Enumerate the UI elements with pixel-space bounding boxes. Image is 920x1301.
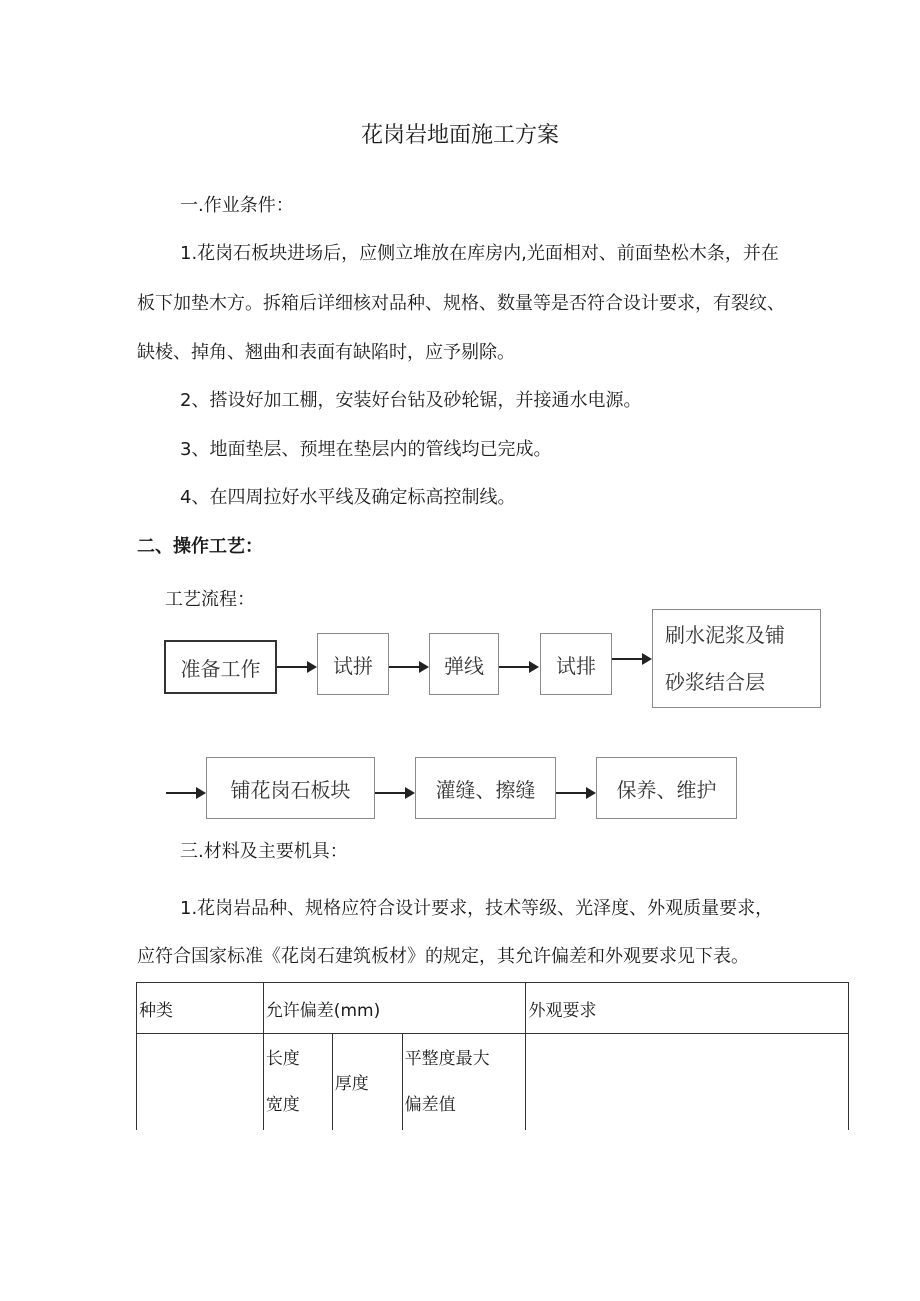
col-tolerance-header: 允许偏差(mm) [263, 983, 526, 1034]
flow-arrow [499, 666, 537, 668]
sub-flatness-line2: 偏差值 [404, 1094, 456, 1115]
flow-step-snap-line: 弹线 [429, 633, 499, 695]
page-title: 花岗岩地面施工方案 [360, 123, 559, 148]
section2-heading: 二、操作工艺： [137, 536, 263, 557]
section1-heading: 一.作业条件： [180, 195, 294, 216]
flow-arrow [556, 792, 594, 794]
flow-arrow [277, 666, 315, 668]
flow-arrow [375, 792, 413, 794]
sub-length-width [263, 1034, 332, 1130]
sub-length-line: 长度 [265, 1048, 300, 1069]
flow-arrow [612, 658, 650, 660]
flow-arrow [389, 666, 427, 668]
table-cell [526, 1034, 849, 1130]
flow-step-trial-fit: 试拼 [317, 633, 389, 695]
tolerance-table [136, 982, 849, 1130]
table-header-row [137, 983, 849, 1034]
col-type-header: 种类 [137, 983, 264, 1034]
item1-line1: 1.花岗石板块进场后，应侧立堆放在库房内,光面相对、前面垫松木条，并在 [180, 243, 779, 264]
item3: 3、地面垫层、预埋在垫层内的管线均已完成。 [180, 439, 552, 460]
col-appearance-header: 外观要求 [526, 983, 849, 1034]
flow-step-prepare: 准备工作 [164, 640, 277, 694]
item1-line3: 缺棱、掉角、翘曲和表面有缺陷时，应予剔除。 [137, 342, 515, 363]
sub-width-line: 宽度 [265, 1094, 300, 1115]
flow-step-maintain: 保养、维护 [596, 757, 737, 819]
sub-flatness [402, 1034, 526, 1130]
section3-heading: 三.材料及主要机具： [180, 841, 348, 862]
table-cell [137, 1034, 264, 1130]
materials-item1-line1: 1.花岗岩品种、规格应符合设计要求，技术等级、光泽度、外观质量要求， [180, 898, 774, 919]
sub-thickness: 厚度 [332, 1034, 402, 1130]
flow-step-grout: 灌缝、擦缝 [415, 757, 556, 819]
flow-step-mortar-bed [652, 609, 821, 708]
item2: 2、搭设好加工棚，安装好台钻及砂轮锯，并接通水电源。 [180, 390, 642, 411]
flow-label: 工艺流程： [165, 589, 255, 610]
flow-step-mortar-bed-line1: 刷水泥浆及铺 [665, 622, 785, 647]
materials-item1-line2: 应符合国家标准《花岗石建筑板材》的规定，其允许偏差和外观要求见下表。 [137, 946, 749, 967]
flow-step-trial-layout: 试排 [540, 633, 612, 695]
item4: 4、在四周拉好水平线及确定标高控制线。 [180, 487, 516, 508]
table-subheader-row [137, 1034, 849, 1130]
flow-step-lay-granite: 铺花岗石板块 [206, 757, 375, 819]
sub-flatness-line1: 平整度最大 [404, 1048, 490, 1069]
flow-step-mortar-bed-line2: 砂浆结合层 [665, 669, 765, 694]
item1-line2: 板下加垫木方。拆箱后详细核对品种、规格、数量等是否符合设计要求，有裂纹、 [137, 293, 785, 314]
flow-arrow [166, 792, 204, 794]
